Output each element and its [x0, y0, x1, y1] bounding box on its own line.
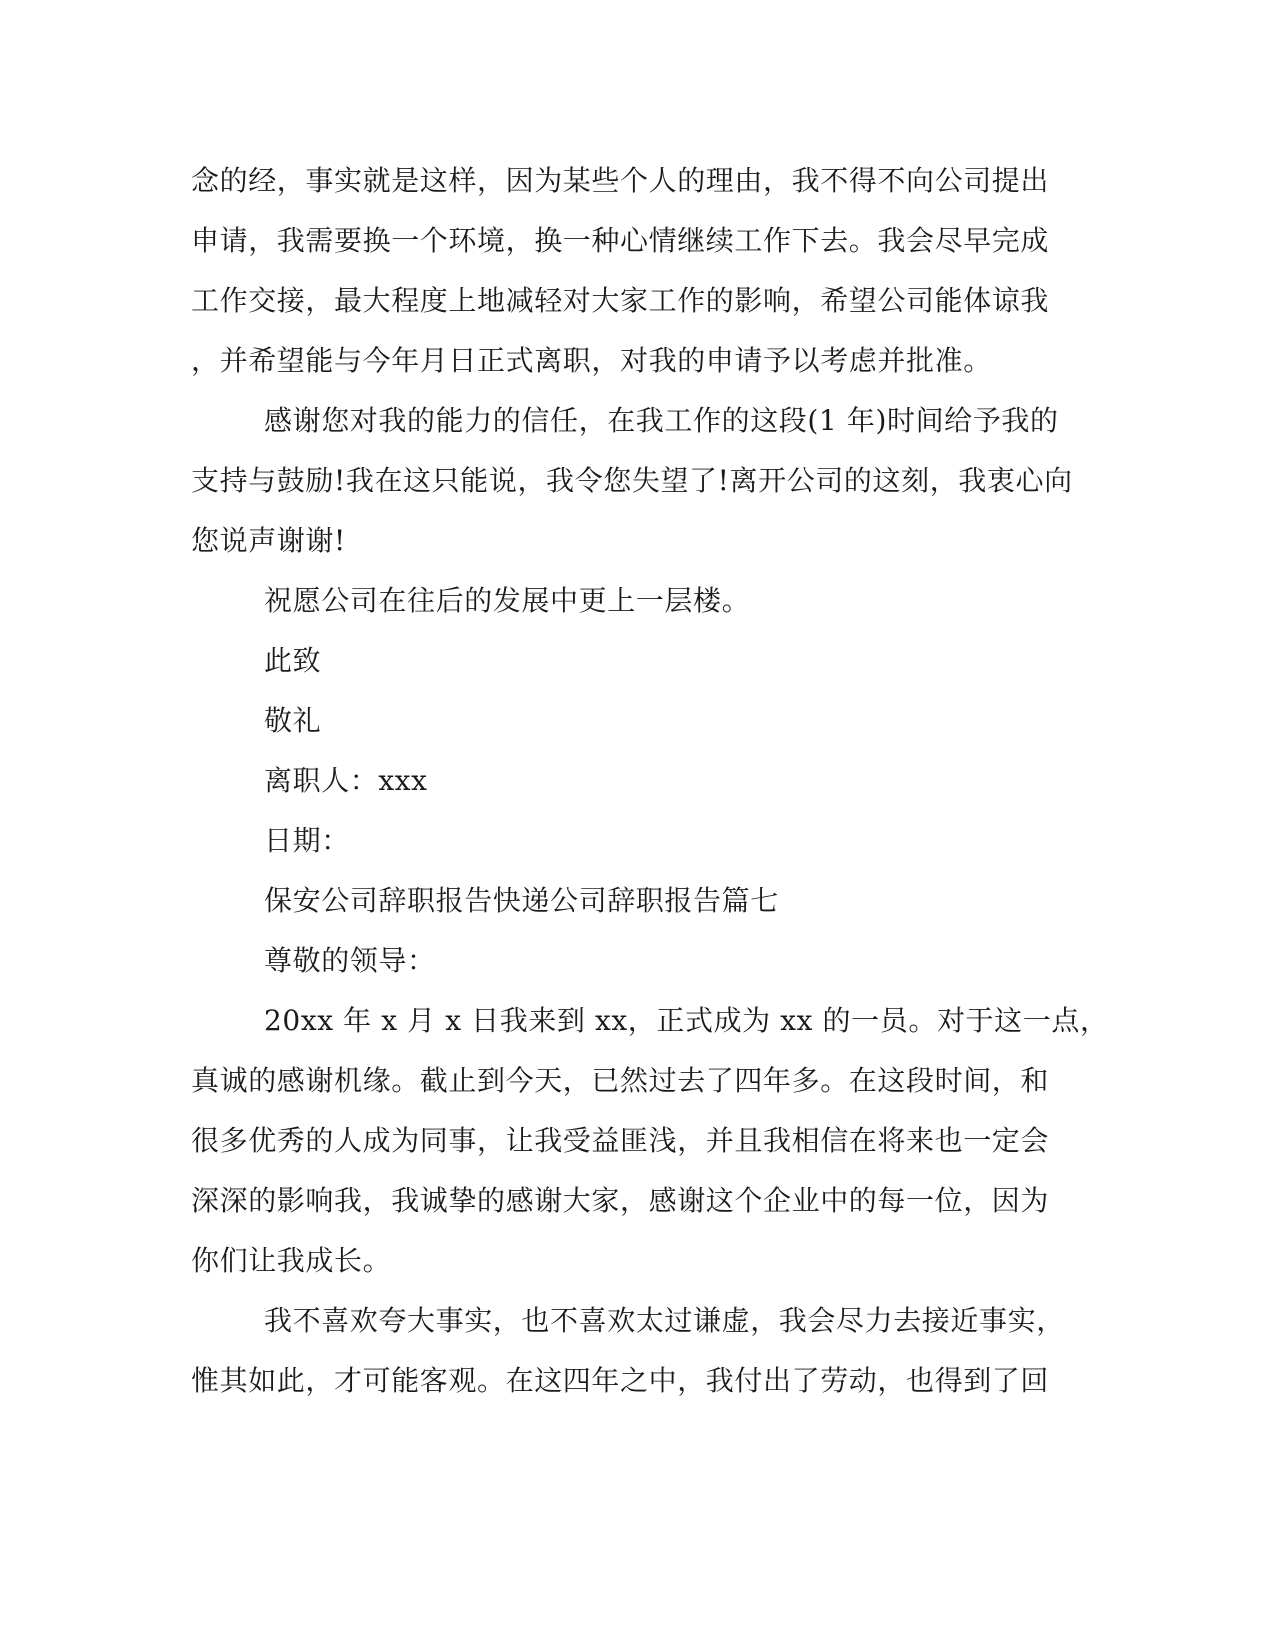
text-line: 你们让我成长。: [191, 1244, 392, 1277]
closing-regards: 敬礼: [264, 704, 322, 737]
text-line: 您说声谢谢!: [191, 524, 346, 557]
text-line: 祝愿公司在往后的发展中更上一层楼。: [264, 584, 751, 617]
text-line: 惟其如此，才可能客观。在这四年之中，我付出了劳动，也得到了回: [191, 1364, 1050, 1397]
text-line: 20xx 年 x 月 x 日我来到 xx，正式成为 xx 的一员。对于这一点，: [264, 1004, 1109, 1037]
text-line: 工作交接，最大程度上地减轻对大家工作的影响，希望公司能体谅我: [191, 284, 1050, 317]
section-title: 保安公司辞职报告快递公司辞职报告篇七: [264, 884, 779, 917]
closing-salutation: 此致: [264, 644, 322, 677]
text-line: 申请，我需要换一个环境，换一种心情继续工作下去。我会尽早完成: [191, 224, 1050, 257]
text-line: 深深的影响我，我诚挚的感谢大家，感谢这个企业中的每一位，因为: [191, 1184, 1050, 1217]
date-line: 日期：: [264, 824, 350, 857]
text-line: 很多优秀的人成为同事，让我受益匪浅，并且我相信在将来也一定会: [191, 1124, 1050, 1157]
signature-line: 离职人：xxx: [264, 764, 428, 797]
text-line: 我不喜欢夸大事实，也不喜欢太过谦虚，我会尽力去接近事实，: [264, 1304, 1065, 1337]
text-line: 感谢您对我的能力的信任，在我工作的这段(1 年)时间给予我的: [264, 404, 1059, 437]
text-line: 真诚的感谢机缘。截止到今天，已然过去了四年多。在这段时间，和: [191, 1064, 1050, 1097]
text-line: 支持与鼓励!我在这只能说，我令您失望了!离开公司的这刻，我衷心向: [191, 464, 1073, 497]
text-line: 念的经，事实就是这样，因为某些个人的理由，我不得不向公司提出: [191, 164, 1050, 197]
greeting-line: 尊敬的领导：: [264, 944, 436, 977]
text-line: ，并希望能与今年月日正式离职，对我的申请予以考虑并批准。: [191, 344, 992, 377]
